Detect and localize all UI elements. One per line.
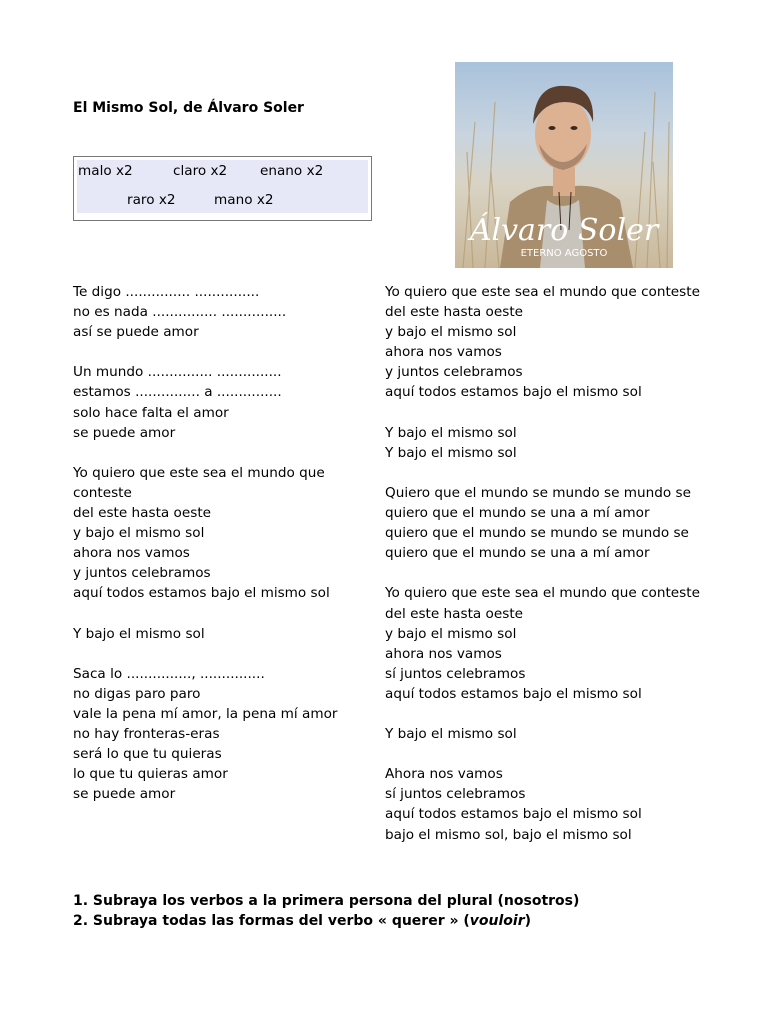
lyric-line: se puede amor bbox=[73, 786, 176, 803]
stanza-break bbox=[385, 403, 700, 423]
lyric-line: vale la pena mí amor, la pena mí amor bbox=[73, 705, 338, 722]
lyric-line: solo hace falta el amor bbox=[73, 404, 229, 421]
lyric-line: ahora nos vamos bbox=[385, 645, 502, 662]
lyric-line: quiero que el mundo se una a mí amor bbox=[385, 505, 650, 522]
lyric-line: Te digo ............... ............... bbox=[73, 284, 260, 300]
lyric-line: quiero que el mundo se mundo se mundo se bbox=[385, 525, 689, 542]
question-2-suffix: ) bbox=[524, 913, 532, 929]
lyric-line: conteste bbox=[73, 484, 132, 501]
stanza-break bbox=[385, 704, 700, 724]
lyric-line: y juntos celebramos bbox=[385, 364, 523, 381]
lyric-line: Y bajo el mismo sol bbox=[385, 444, 517, 461]
stanza-break bbox=[385, 463, 700, 483]
lyric-line: Quiero que el mundo se mundo se mundo se bbox=[385, 484, 691, 501]
lyric-line: se puede amor bbox=[73, 424, 176, 441]
lyric-line: bajo el mismo sol, bajo el mismo sol bbox=[385, 826, 632, 843]
stanza-break bbox=[385, 744, 700, 764]
word-bank-item: malo x2 bbox=[78, 163, 133, 179]
stanza-break bbox=[385, 563, 700, 583]
lyric-line: y bajo el mismo sol bbox=[385, 625, 517, 642]
album-cover-art bbox=[455, 62, 673, 268]
lyric-line: Y bajo el mismo sol bbox=[385, 424, 517, 441]
word-bank-box bbox=[73, 156, 372, 221]
lyric-line: y bajo el mismo sol bbox=[73, 525, 205, 542]
lyric-line: Saca lo ..............., ............... bbox=[73, 665, 265, 682]
lyric-line: Y bajo el mismo sol bbox=[385, 726, 517, 743]
lyric-line: Y bajo el mismo sol bbox=[73, 625, 205, 642]
lyric-line: del este hasta oeste bbox=[73, 505, 212, 522]
album-artist-signature: Álvaro Soler bbox=[469, 213, 659, 248]
word-bank-item: raro x2 bbox=[127, 192, 176, 208]
stanza-break bbox=[73, 342, 338, 362]
album-cover-image bbox=[455, 62, 673, 268]
lyric-line: lo que tu quieras amor bbox=[73, 766, 228, 783]
page-title: El Mismo Sol, de Álvaro Soler bbox=[73, 100, 304, 116]
lyric-line: así se puede amor bbox=[73, 324, 199, 341]
lyric-line: no es nada ............... ............... bbox=[73, 304, 287, 321]
lyric-line: aquí todos estamos bajo el mismo sol bbox=[385, 384, 642, 401]
lyrics-right-column bbox=[385, 282, 700, 845]
exercise-question-2 bbox=[73, 913, 531, 929]
lyric-line: será lo que tu quieras bbox=[73, 746, 222, 763]
lyric-line: sí juntos celebramos bbox=[385, 665, 526, 682]
stanza-break bbox=[73, 604, 338, 624]
lyric-line: no digas paro paro bbox=[73, 685, 201, 702]
question-2-italic: vouloir bbox=[469, 913, 525, 929]
lyric-line: estamos ............... a ............... bbox=[73, 384, 282, 401]
lyric-line: aquí todos estamos bajo el mismo sol bbox=[385, 685, 642, 702]
word-bank-item: enano x2 bbox=[260, 163, 324, 179]
album-title-text: ETERNO AGOSTO bbox=[520, 248, 608, 259]
lyric-line: y bajo el mismo sol bbox=[385, 324, 517, 341]
lyric-line: Un mundo ............... ............... bbox=[73, 364, 282, 381]
stanza-break bbox=[73, 644, 338, 664]
lyric-line: y juntos celebramos bbox=[73, 565, 211, 582]
question-2-text: 2. Subraya todas las formas del verbo « querer » ( bbox=[73, 913, 470, 929]
lyric-line: sí juntos celebramos bbox=[385, 786, 526, 803]
lyric-line: aquí todos estamos bajo el mismo sol bbox=[385, 806, 642, 823]
stanza-break bbox=[73, 443, 338, 463]
lyrics-left-column bbox=[73, 282, 338, 804]
word-bank-item: claro x2 bbox=[173, 163, 228, 179]
lyric-line: ahora nos vamos bbox=[73, 545, 190, 562]
lyric-line: aquí todos estamos bajo el mismo sol bbox=[73, 585, 330, 602]
lyric-line: Ahora nos vamos bbox=[385, 766, 503, 783]
exercise-question-1: 1. Subraya los verbos a la primera persona del plural (nosotros) bbox=[73, 893, 580, 909]
lyric-line: del este hasta oeste bbox=[385, 605, 524, 622]
lyric-line: ahora nos vamos bbox=[385, 344, 502, 361]
lyric-line: quiero que el mundo se una a mí amor bbox=[385, 545, 650, 562]
lyric-line: no hay fronteras-eras bbox=[73, 726, 220, 743]
lyric-line: Yo quiero que este sea el mundo que bbox=[73, 464, 325, 481]
lyric-line: del este hasta oeste bbox=[385, 304, 524, 321]
lyric-line: Yo quiero que este sea el mundo que conteste bbox=[385, 585, 700, 602]
word-bank-item: mano x2 bbox=[214, 192, 274, 208]
lyric-line: Yo quiero que este sea el mundo que conteste bbox=[385, 284, 700, 300]
